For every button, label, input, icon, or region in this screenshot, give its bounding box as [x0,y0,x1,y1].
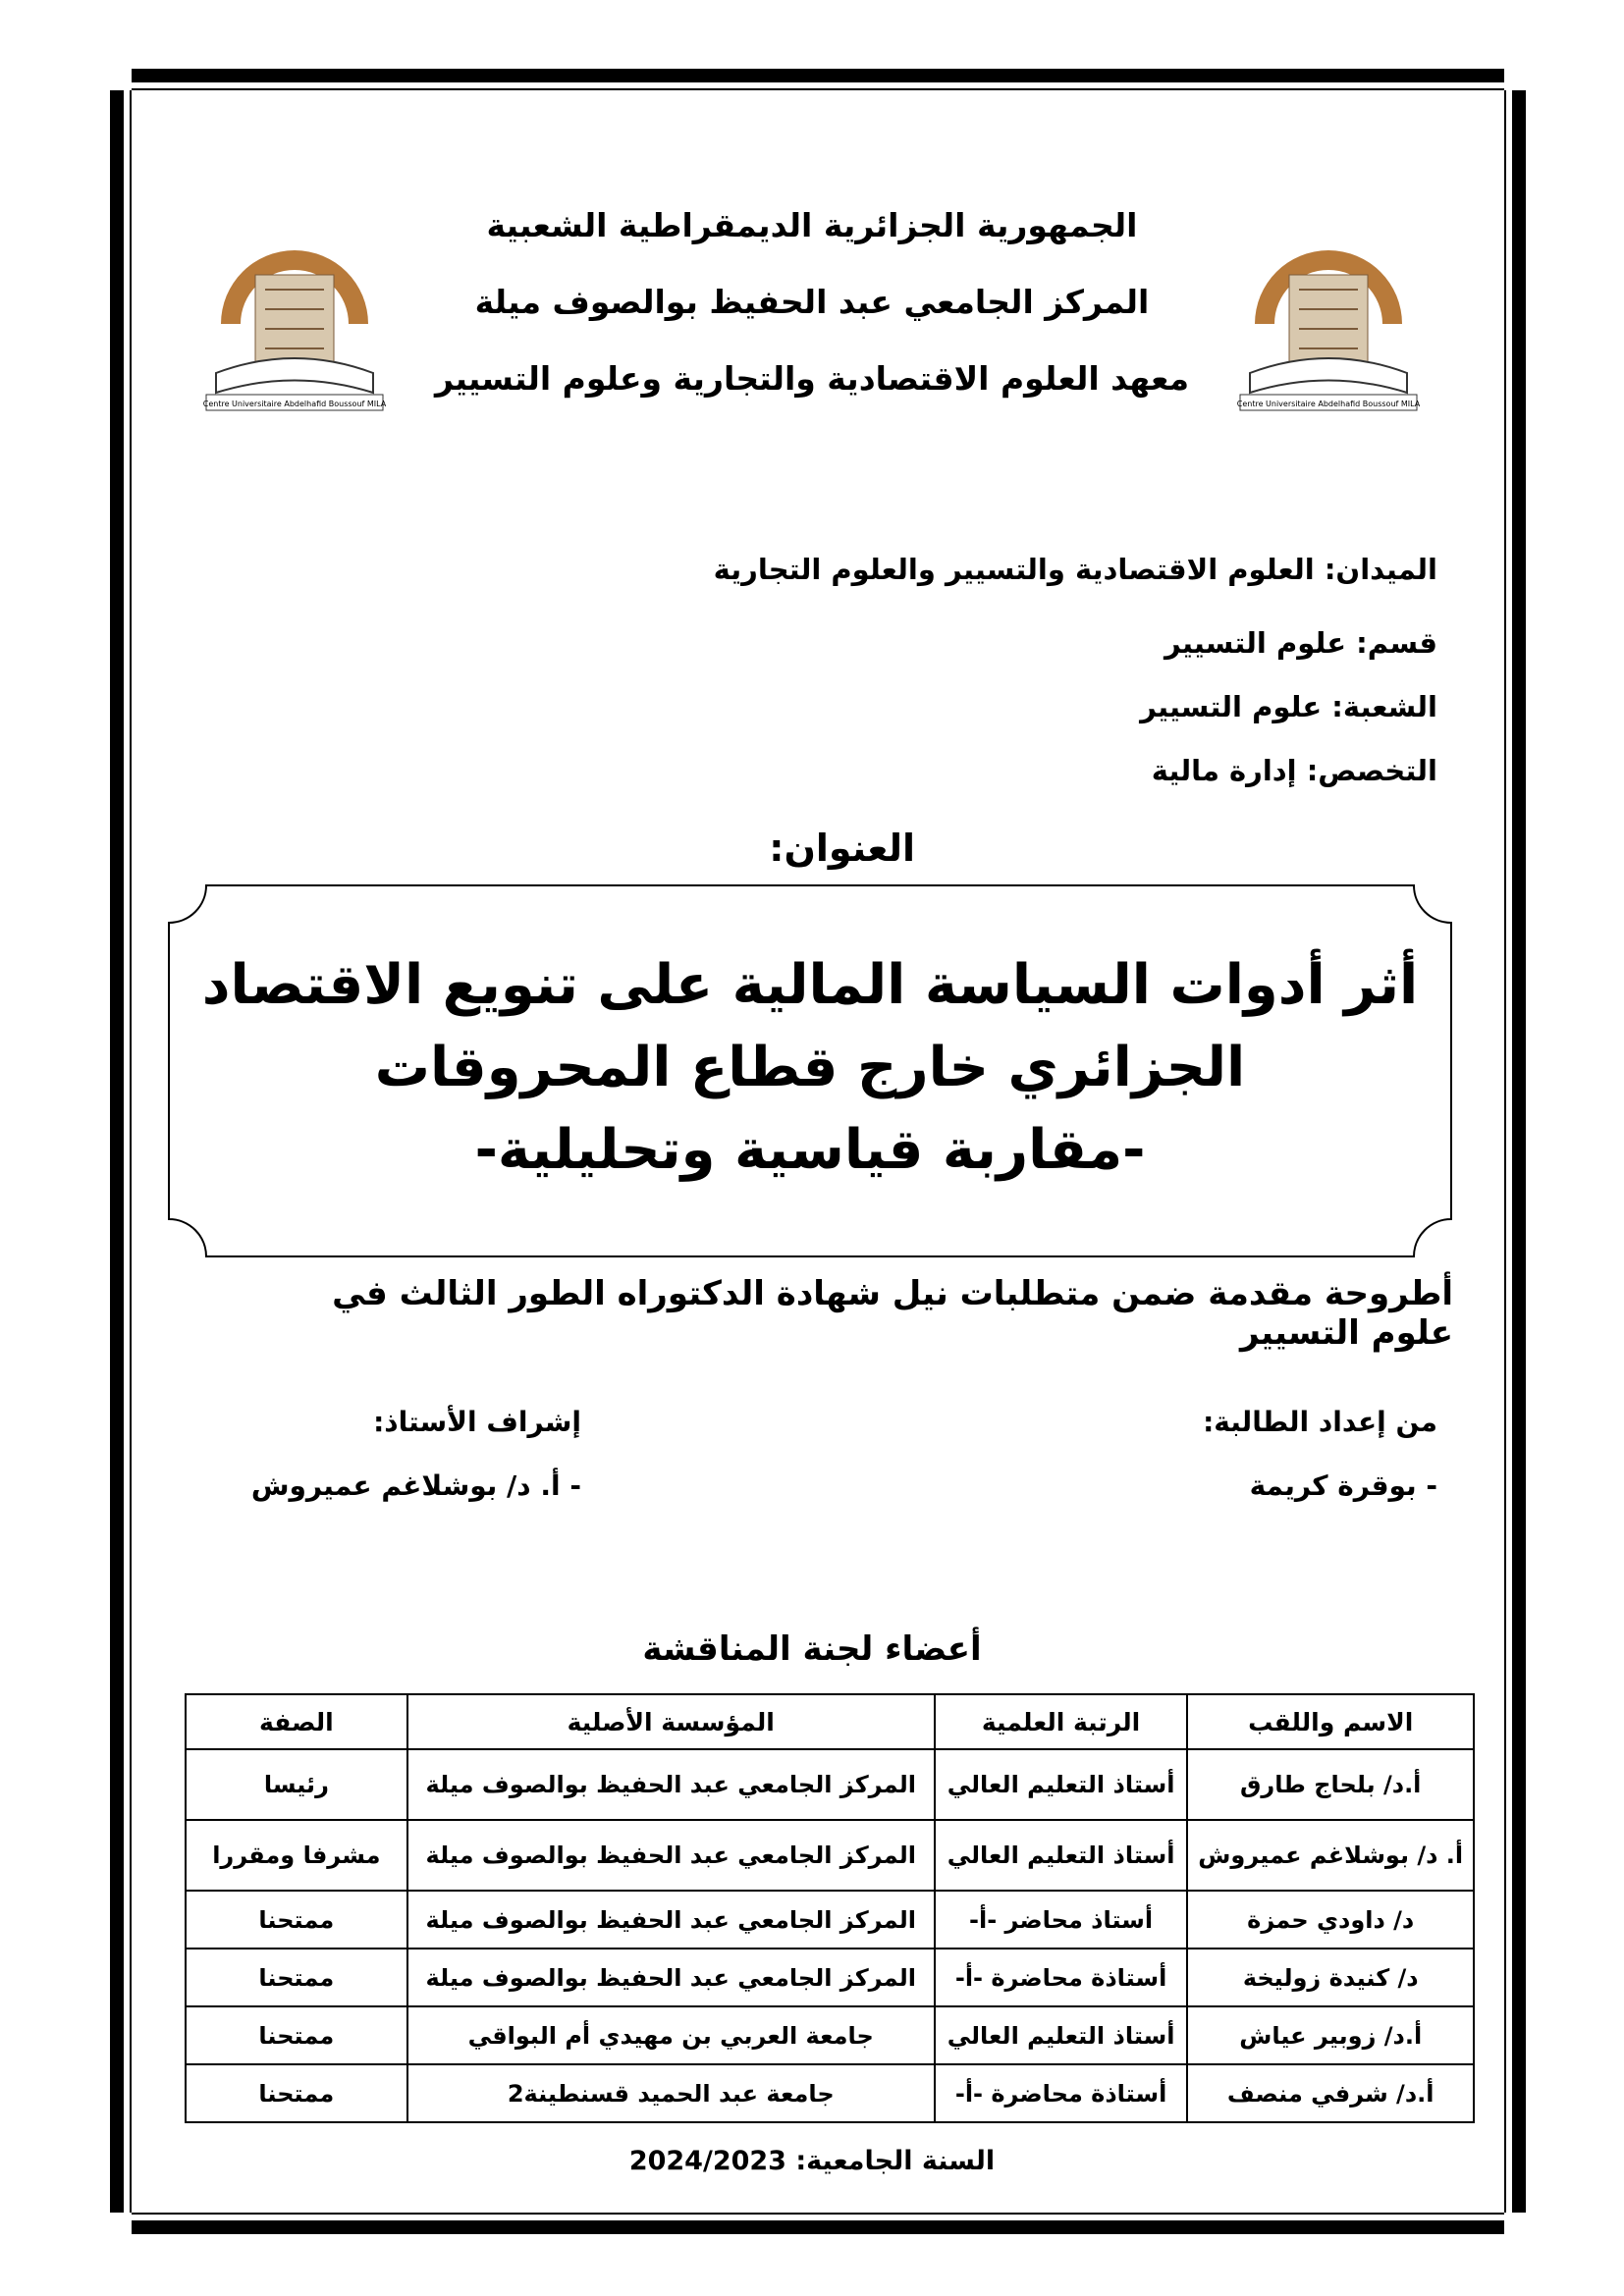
table-row [186,1949,1474,2006]
specialty-line: التخصص: إدارة مالية [1151,754,1437,787]
cell-name: أ.د/ بلحاج طارق [1187,1749,1474,1820]
cell-rank: أستاذ التعليم العالي [935,1749,1188,1820]
thesis-title-line3: -مقاربة قياسية وتحليلية- [474,1118,1146,1182]
committee-table [185,1693,1475,2123]
header-rank: الرتبة العلمية [935,1694,1188,1749]
academic-year: السنة الجامعية: 2024/2023 [628,2146,996,2176]
frame-corner [110,2213,132,2234]
frame-corner [1504,69,1526,90]
header-institution: المؤسسة الأصلية [407,1694,935,1749]
institute-name: معهد العلوم الاقتصادية والتجارية وعلوم التسيير [434,359,1190,398]
header-name: الاسم واللقب [1187,1694,1474,1749]
cell-rank: أستاذ التعليم العالي [935,2006,1188,2064]
thesis-statement: أطروحة مقدمة ضمن متطلبات نيل شهادة الدكتوراه الطور الثالث في علوم التسيير [332,1274,1453,1353]
cell-role: مشرفا ومقررا [186,1820,407,1891]
cell-rank: أستاذة محاضرة -أ- [935,1949,1188,2006]
header-role: الصفة [186,1694,407,1749]
cell-name: أ.د/ زوبير عياش [1187,2006,1474,2064]
field-line: الميدان: العلوم الاقتصادية والتسيير والعلوم التجارية [713,553,1437,586]
cell-institution: المركز الجامعي عبد الحفيظ بوالصوف ميلة [407,1949,935,2006]
cell-role: ممتحنا [186,2006,407,2064]
cell-institution: جامعة العربي بن مهيدي أم البواقي [407,2006,935,2064]
table-header-row [186,1694,1474,1749]
cell-role: رئيسا [186,1749,407,1820]
cell-rank: أستاذ محاضر -أ- [935,1891,1188,1949]
frame-corner [110,69,132,90]
cell-role: ممتحنا [186,1949,407,2006]
cell-name: د/ داودي حمزة [1187,1891,1474,1949]
table-row [186,2006,1474,2064]
table-row [186,1749,1474,1820]
cell-name: د/ كنيدة زوليخة [1187,1949,1474,2006]
university-logo-right [1235,216,1422,412]
table-row [186,1891,1474,1949]
table-row [186,2064,1474,2122]
republic-name: الجمهورية الجزائرية الديمقراطية الشعبية [486,206,1138,244]
cell-rank: أستاذ التعليم العالي [935,1820,1188,1891]
logo-caption: Centre Universitaire Abdelhafid Boussouf MILA [202,400,387,408]
cell-institution: المركز الجامعي عبد الحفيظ بوالصوف ميلة [407,1749,935,1820]
logo-caption: Centre Universitaire Abdelhafid Boussouf MILA [1236,400,1421,408]
supervisor-name: - أ. د/ بوشلاغم عميروش [250,1469,581,1502]
table-row [186,1820,1474,1891]
committee-title: أعضاء لجنة المناقشة [642,1629,982,1669]
title-label: العنوان: [769,827,915,870]
cell-name: أ.د/ شرفي منصف [1187,2064,1474,2122]
supervisor-label: إشراف الأستاذ: [373,1406,581,1438]
thesis-title-line1: أثر أدوات السياسة المالية على تنويع الاقتصاد [201,953,1419,1017]
cell-name: أ. د/ بوشلاغم عميروش [1187,1820,1474,1891]
cell-rank: أستاذة محاضرة -أ- [935,2064,1188,2122]
branch-line: الشعبة: علوم التسيير [1140,690,1437,723]
cell-institution: المركز الجامعي عبد الحفيظ بوالصوف ميلة [407,1820,935,1891]
cell-institution: المركز الجامعي عبد الحفيظ بوالصوف ميلة [407,1891,935,1949]
thesis-title-box [167,883,1453,1258]
thesis-title-line2: الجزائري خارج قطاع المحروقات [374,1036,1246,1099]
department-line: قسم: علوم التسيير [1164,626,1437,660]
university-logo-left [201,216,388,412]
cell-role: ممتحنا [186,2064,407,2122]
student-label: من إعداد الطالبة: [1203,1406,1437,1438]
frame-corner [1504,2213,1526,2234]
cell-institution: جامعة عبد الحميد قسنطينة2 [407,2064,935,2122]
university-name: المركز الجامعي عبد الحفيظ بوالصوف ميلة [474,283,1150,321]
student-name: - بوقرة كريمة [1249,1469,1437,1502]
cell-role: ممتحنا [186,1891,407,1949]
